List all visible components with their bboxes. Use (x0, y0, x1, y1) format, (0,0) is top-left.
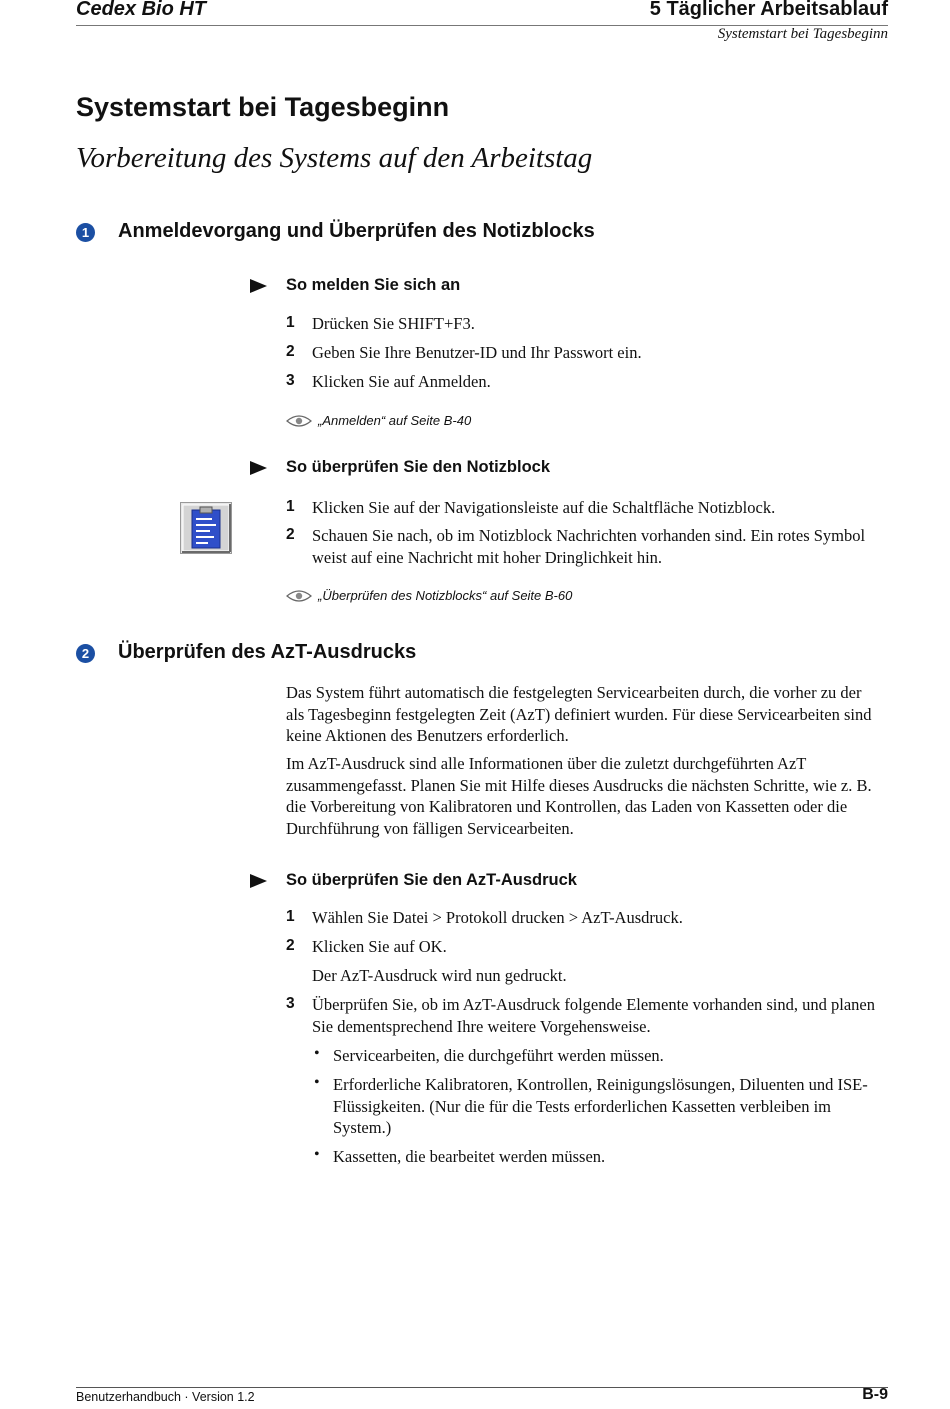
cross-reference-eye-icon (286, 589, 312, 603)
step-text: Überprüfen Sie, ob im AzT-Ausdruck folgende Elemente vorhanden sind, und planen Sie dementsprechend Ihre weitere Vorgehensweise. (312, 995, 875, 1036)
step-text: Klicken Sie auf der Navigationsleiste auf die Schaltfläche Notizblock. (312, 498, 776, 517)
bullet-text: Erforderliche Kalibratoren, Kontrollen, Reinigungslösungen, Diluenten und ISE-Flüssigkeiten. (Nur die für die Tests erforderlichen Kassetten verbleiben im System.) (333, 1075, 868, 1137)
bullet-text: Kassetten, die bearbeitet werden müssen. (333, 1147, 606, 1166)
procedure-arrow-icon (250, 461, 267, 475)
body-paragraph: Das System führt automatisch die festgelegten Servicearbeiten durch, die vorher zu der als Tagesbeginn festgelegten Zeit (AzT) definiert wurden. Für diese Servicearbeiten sind keine Aktionen des Benutzers erforderlich. (286, 683, 872, 745)
cross-reference-link[interactable]: „Überprüfen des Notizblocks“ auf Seite B-60 (318, 588, 573, 603)
cross-reference-eye-icon (286, 414, 312, 428)
section-heading: Überprüfen des AzT-Ausdrucks (118, 641, 417, 663)
procedure-title: So melden Sie sich an (286, 276, 461, 294)
step-text: Schauen Sie nach, ob im Notizblock Nachrichten vorhanden sind. Ein rotes Symbol weist auf eine Nachricht mit hoher Dringlichkeit hin. (312, 526, 866, 567)
footer-rule (76, 1387, 888, 1388)
bullet-marker: • (314, 1146, 320, 1163)
step-result: Der AzT-Ausdruck wird nun gedruckt. (312, 966, 567, 985)
cross-reference-link[interactable]: „Anmelden“ auf Seite B-40 (318, 413, 472, 428)
step-number: 2 (286, 937, 295, 954)
step-number: 2 (286, 526, 295, 543)
section-number-badge: 1 (76, 223, 95, 242)
procedure-title: So überprüfen Sie den Notizblock (286, 458, 551, 476)
body-paragraph: Im AzT-Ausdruck sind alle Informationen über die zuletzt durchgeführten AzT zusammengefasst. Planen Sie mit Hilfe dieses Ausdrucks die nächsten Schritte, wie z. B. die Vorbereitung von Kalibratoren und Kontrollen, das Laden von Kassetten oder die Durchführung von fälligen Servicearbeiten. (286, 754, 872, 838)
section-running-head: Systemstart bei Tagesbeginn (717, 26, 888, 42)
page-number: B-9 (862, 1386, 888, 1403)
step-text: Klicken Sie auf OK. (312, 937, 447, 956)
page-subtitle: Vorbereitung des Systems auf den Arbeitstag (76, 142, 593, 174)
step-number: 1 (286, 498, 295, 515)
clipboard-notepad-icon (180, 502, 232, 554)
product-name: Cedex Bio HT (76, 0, 207, 20)
procedure-arrow-icon (250, 279, 267, 293)
procedure-title: So überprüfen Sie den AzT-Ausdruck (286, 871, 577, 889)
procedure-arrow-icon (250, 874, 267, 888)
step-text: Geben Sie Ihre Benutzer-ID und Ihr Passwort ein. (312, 343, 642, 362)
bullet-marker: • (314, 1045, 320, 1062)
step-number: 3 (286, 372, 295, 389)
step-number: 1 (286, 314, 295, 331)
bullet-marker: • (314, 1074, 320, 1091)
step-number: 2 (286, 343, 295, 360)
step-number: 1 (286, 908, 295, 925)
chapter-title: 5 Täglicher Arbeitsablauf (649, 0, 888, 20)
bullet-text: Servicearbeiten, die durchgeführt werden müssen. (333, 1046, 664, 1065)
step-text: Drücken Sie SHIFT+F3. (312, 314, 475, 333)
step-text: Wählen Sie Datei > Protokoll drucken > AzT-Ausdruck. (312, 908, 683, 927)
step-number: 3 (286, 995, 295, 1012)
section-heading: Anmeldevorgang und Überprüfen des Notizblocks (118, 220, 595, 242)
page-title: Systemstart bei Tagesbeginn (76, 92, 450, 122)
step-text: Klicken Sie auf Anmelden. (312, 372, 491, 391)
footer-manual-version: Benutzerhandbuch · Version 1.2 (76, 1390, 255, 1404)
section-number-badge: 2 (76, 644, 95, 663)
